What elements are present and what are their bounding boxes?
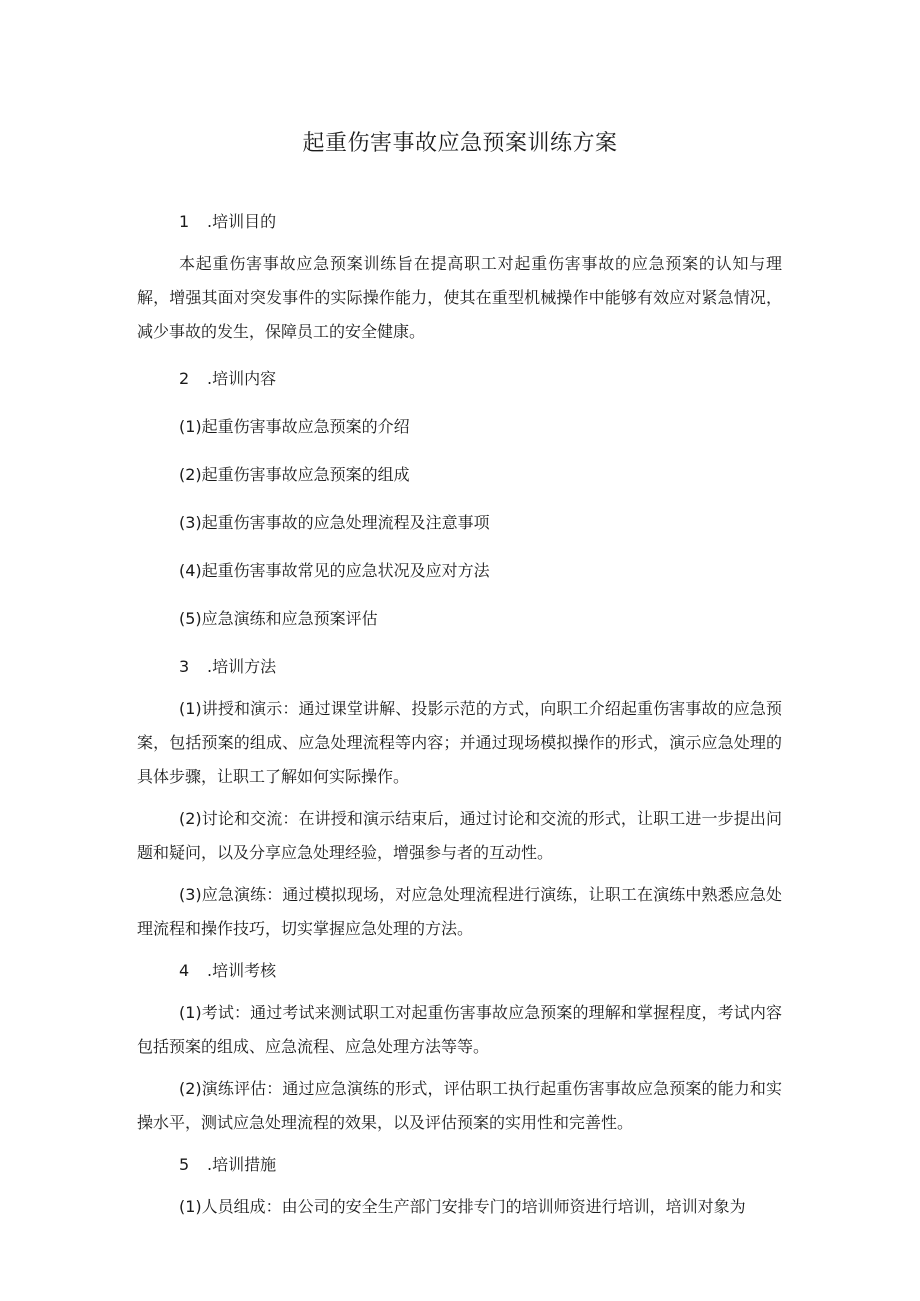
section-label: .培训内容 xyxy=(207,369,277,388)
section-number: 2 xyxy=(179,369,190,388)
section-label: .培训目的 xyxy=(207,212,277,231)
section-number: 5 xyxy=(179,1155,190,1174)
paragraph: (2)讨论和交流：在讲授和演示结束后，通过讨论和交流的形式，让职工进一步提出问题和疑问，以及分享应急处理经验，增强参与者的互动性。 xyxy=(137,809,782,862)
section-number: 1 xyxy=(179,212,190,231)
section-heading-method xyxy=(137,650,782,684)
section-heading-content xyxy=(137,362,782,396)
section-number: 4 xyxy=(179,961,190,980)
paragraph: (2)演练评估：通过应急演练的形式，评估职工执行起重伤害事故应急预案的能力和实操水平，测试应急处理流程的效果，以及评估预案的实用性和完善性。 xyxy=(137,1079,782,1132)
paragraph: (1)人员组成：由公司的安全生产部门安排专门的培训师资进行培训，培训对象为 xyxy=(179,1197,746,1216)
document-body xyxy=(137,205,782,1224)
section-label: .培训方法 xyxy=(207,657,277,676)
document-title: 起重伤害事故应急预案训练方案 xyxy=(302,131,618,156)
paragraph: (1)考试：通过考试来测试职工对起重伤害事故应急预案的理解和掌握程度，考试内容包括预案的组成、应急流程、应急处理方法等等。 xyxy=(137,1003,782,1056)
paragraph: (1)讲授和演示：通过课堂讲解、投影示范的方式，向职工介绍起重伤害事故的应急预案，包括预案的组成、应急处理流程等内容；并通过现场模拟操作的形式，演示应急处理的具体步骤，让职工了解如何实际操作。 xyxy=(137,699,782,786)
list-item: (3)起重伤害事故的应急处理流程及注意事项 xyxy=(179,513,490,532)
section-label: .培训措施 xyxy=(207,1155,277,1174)
section-number: 3 xyxy=(179,657,190,676)
list-item: (2)起重伤害事故应急预案的组成 xyxy=(179,465,410,484)
section-heading-measures xyxy=(137,1148,782,1182)
section-heading-purpose xyxy=(137,205,782,239)
list-item: (4)起重伤害事故常见的应急状况及应对方法 xyxy=(179,561,490,580)
paragraph: (3)应急演练：通过模拟现场，对应急处理流程进行演练，让职工在演练中熟悉应急处理流程和操作技巧，切实掌握应急处理的方法。 xyxy=(137,885,782,938)
section-label: .培训考核 xyxy=(207,961,277,980)
list-item: (5)应急演练和应急预案评估 xyxy=(179,609,378,628)
section-heading-assessment xyxy=(137,954,782,988)
paragraph: 本起重伤害事故应急预案训练旨在提高职工对起重伤害事故的应急预案的认知与理解，增强其面对突发事件的实际操作能力，使其在重型机械操作中能够有效应对紧急情况，减少事故的发生，保障员工的安全健康。 xyxy=(137,254,782,341)
list-item: (1)起重伤害事故应急预案的介绍 xyxy=(179,417,410,436)
